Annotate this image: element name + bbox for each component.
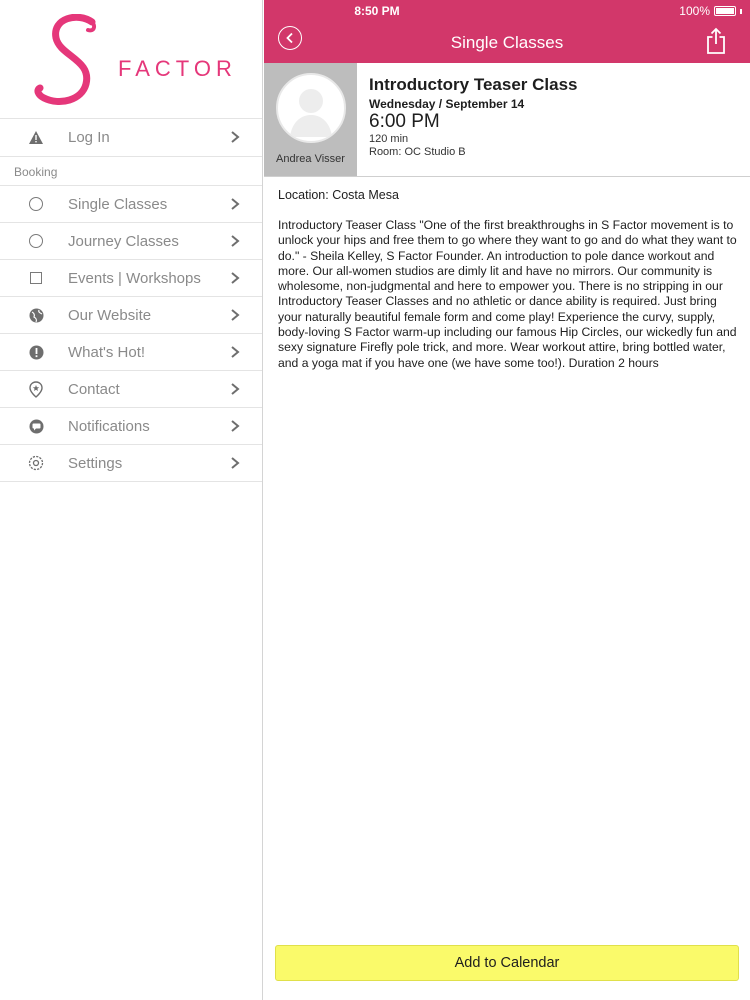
warning-icon (28, 130, 44, 146)
chevron-right-icon (228, 456, 242, 470)
location-pin-icon (28, 381, 44, 397)
square-icon (28, 270, 44, 286)
sfactor-logo (0, 0, 262, 118)
class-time: 6:00 PM (369, 111, 440, 132)
class-info (369, 75, 577, 159)
sidebar-item-label: What's Hot! (68, 343, 146, 361)
chevron-right-icon (228, 345, 242, 359)
sidebar-item-label: Events | Workshops (68, 269, 201, 287)
sidebar-item-label: Single Classes (68, 195, 168, 213)
sidebar-item-whats-hot[interactable] (0, 334, 262, 371)
status-time: 8:50 PM (354, 4, 400, 18)
chevron-right-icon (228, 197, 242, 211)
battery-icon (714, 6, 736, 16)
section-label-booking: Booking (0, 157, 262, 186)
chevron-right-icon (228, 130, 242, 144)
class-header (264, 63, 750, 177)
class-duration: 120 min (369, 133, 409, 145)
circle-icon (28, 233, 44, 249)
class-room: Room: OC Studio B (369, 146, 466, 158)
s-logo-mark (30, 14, 110, 109)
sidebar-item-label: Notifications (68, 417, 150, 435)
instructor-card (264, 63, 357, 176)
sidebar-item-label: Contact (68, 380, 120, 398)
chevron-right-icon (228, 382, 242, 396)
avatar (276, 73, 346, 143)
chevron-right-icon (228, 419, 242, 433)
sidebar-item-events-workshops[interactable] (0, 260, 262, 297)
sidebar (0, 0, 263, 1000)
instructor-name: Andrea Visser (276, 153, 345, 165)
exclamation-icon (28, 344, 44, 360)
sidebar-item-contact[interactable] (0, 371, 262, 408)
person-placeholder-icon (278, 75, 344, 141)
class-title: Introductory Teaser Class (369, 75, 578, 94)
sidebar-item-label: Settings (68, 454, 123, 472)
add-to-calendar-button[interactable]: Add to Calendar (275, 945, 739, 981)
gear-icon (28, 455, 44, 471)
chevron-right-icon (228, 234, 242, 248)
nav-bar (264, 0, 750, 63)
sidebar-item-login[interactable] (0, 118, 262, 157)
globe-icon (28, 307, 44, 323)
page-title: Single Classes (450, 33, 564, 52)
class-location: Location: Costa Mesa (278, 188, 399, 202)
sidebar-item-label: Our Website (68, 306, 152, 324)
share-icon[interactable] (706, 27, 726, 55)
sidebar-item-journey-classes[interactable] (0, 223, 262, 260)
sidebar-item-settings[interactable] (0, 445, 262, 482)
class-detail-pane (264, 0, 750, 1000)
battery-percent: 100% (679, 4, 710, 18)
sidebar-item-our-website[interactable] (0, 297, 262, 334)
battery-status (679, 4, 742, 18)
sidebar-item-label: Log In (68, 129, 110, 146)
logo-word: FACTOR (118, 56, 237, 81)
chevron-right-icon (228, 271, 242, 285)
chat-bubble-icon (28, 418, 44, 434)
class-description: Introductory Teaser Class "One of the first breakthroughs in S Factor movement is to unlock your hips and free them to go where they want to go and do what they want to do." - Sheila Kelley, S Factor Founder. An introduction to pole dance workout and more. Our all-women studios are dimly lit and have no mirrors. Our community is wholesome, non-judgmental and here to empower you. There is no stripping in our Introductory Teaser Classes and no athletic or dance ability is required. Just bring your naturally beautiful female form and come play! Experience the curvy, supply, body-loving S Factor warm-up including our famous Hip Circles, our wickedly fun and sexy signature Firefly pole trick, and more. Wear workout attire, bring bottled water, and a yoga mat if you have one (we have some too!). Duration 2 hours (278, 218, 737, 370)
circle-icon (28, 196, 44, 212)
sidebar-item-notifications[interactable] (0, 408, 262, 445)
sidebar-item-single-classes[interactable] (0, 186, 262, 223)
class-date: Wednesday / September 14 (369, 97, 525, 111)
chevron-right-icon (228, 308, 242, 322)
sidebar-item-label: Journey Classes (68, 232, 179, 250)
